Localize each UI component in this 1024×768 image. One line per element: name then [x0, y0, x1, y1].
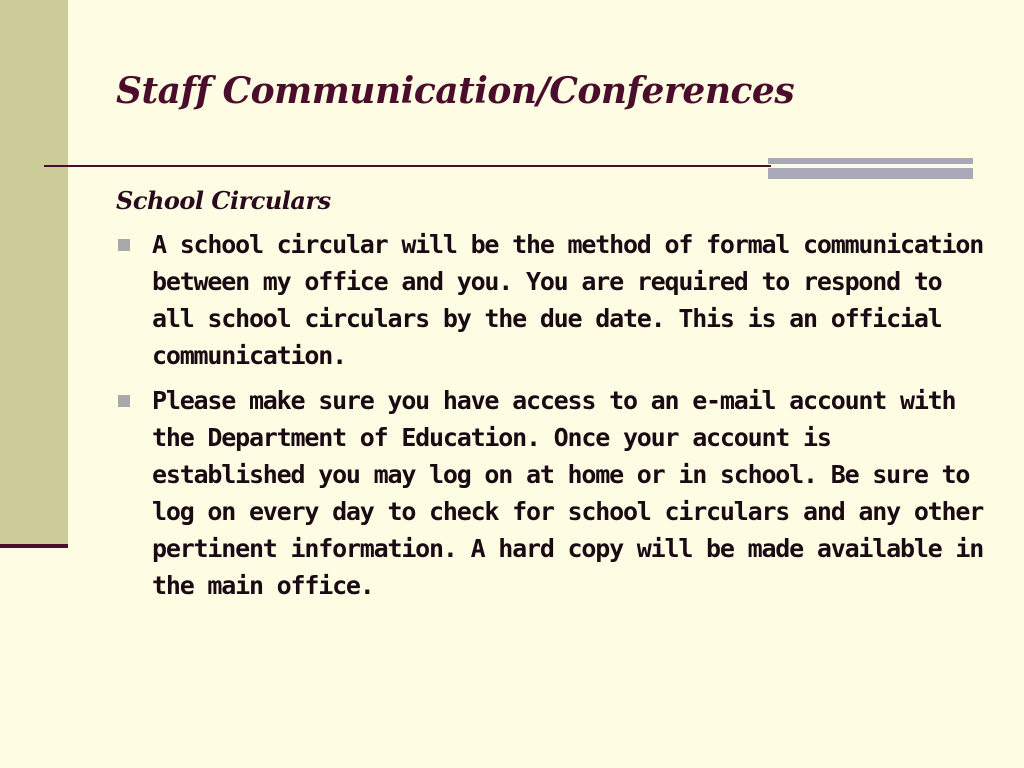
- title-divider: [44, 165, 771, 167]
- square-bullet-icon: [118, 239, 130, 251]
- sidebar-decoration: [0, 0, 68, 544]
- square-bullet-icon: [118, 395, 130, 407]
- accent-stripes: [768, 158, 973, 179]
- sidebar-rule: [0, 544, 68, 548]
- bullet-text: A school circular will be the method of formal communication between my office and you. You are required to respond to all school circulars by the due date. This is an official communication.: [152, 230, 984, 370]
- bullet-item: [116, 226, 996, 374]
- bullet-text: Please make sure you have access to an e-mail account with the Department of Education. Once your account is established you may log on at home or in school. Be sure to log on every day to check for school circulars and any other pertinent information. A hard copy will be made available in the main office.: [152, 386, 984, 600]
- bullet-item: [116, 382, 996, 604]
- slide-title: Staff Communication/Conferences: [116, 70, 795, 112]
- accent-stripe: [768, 168, 973, 179]
- bullet-list: [116, 226, 996, 612]
- section-heading: School Circulars: [116, 186, 331, 215]
- accent-stripe: [768, 158, 973, 164]
